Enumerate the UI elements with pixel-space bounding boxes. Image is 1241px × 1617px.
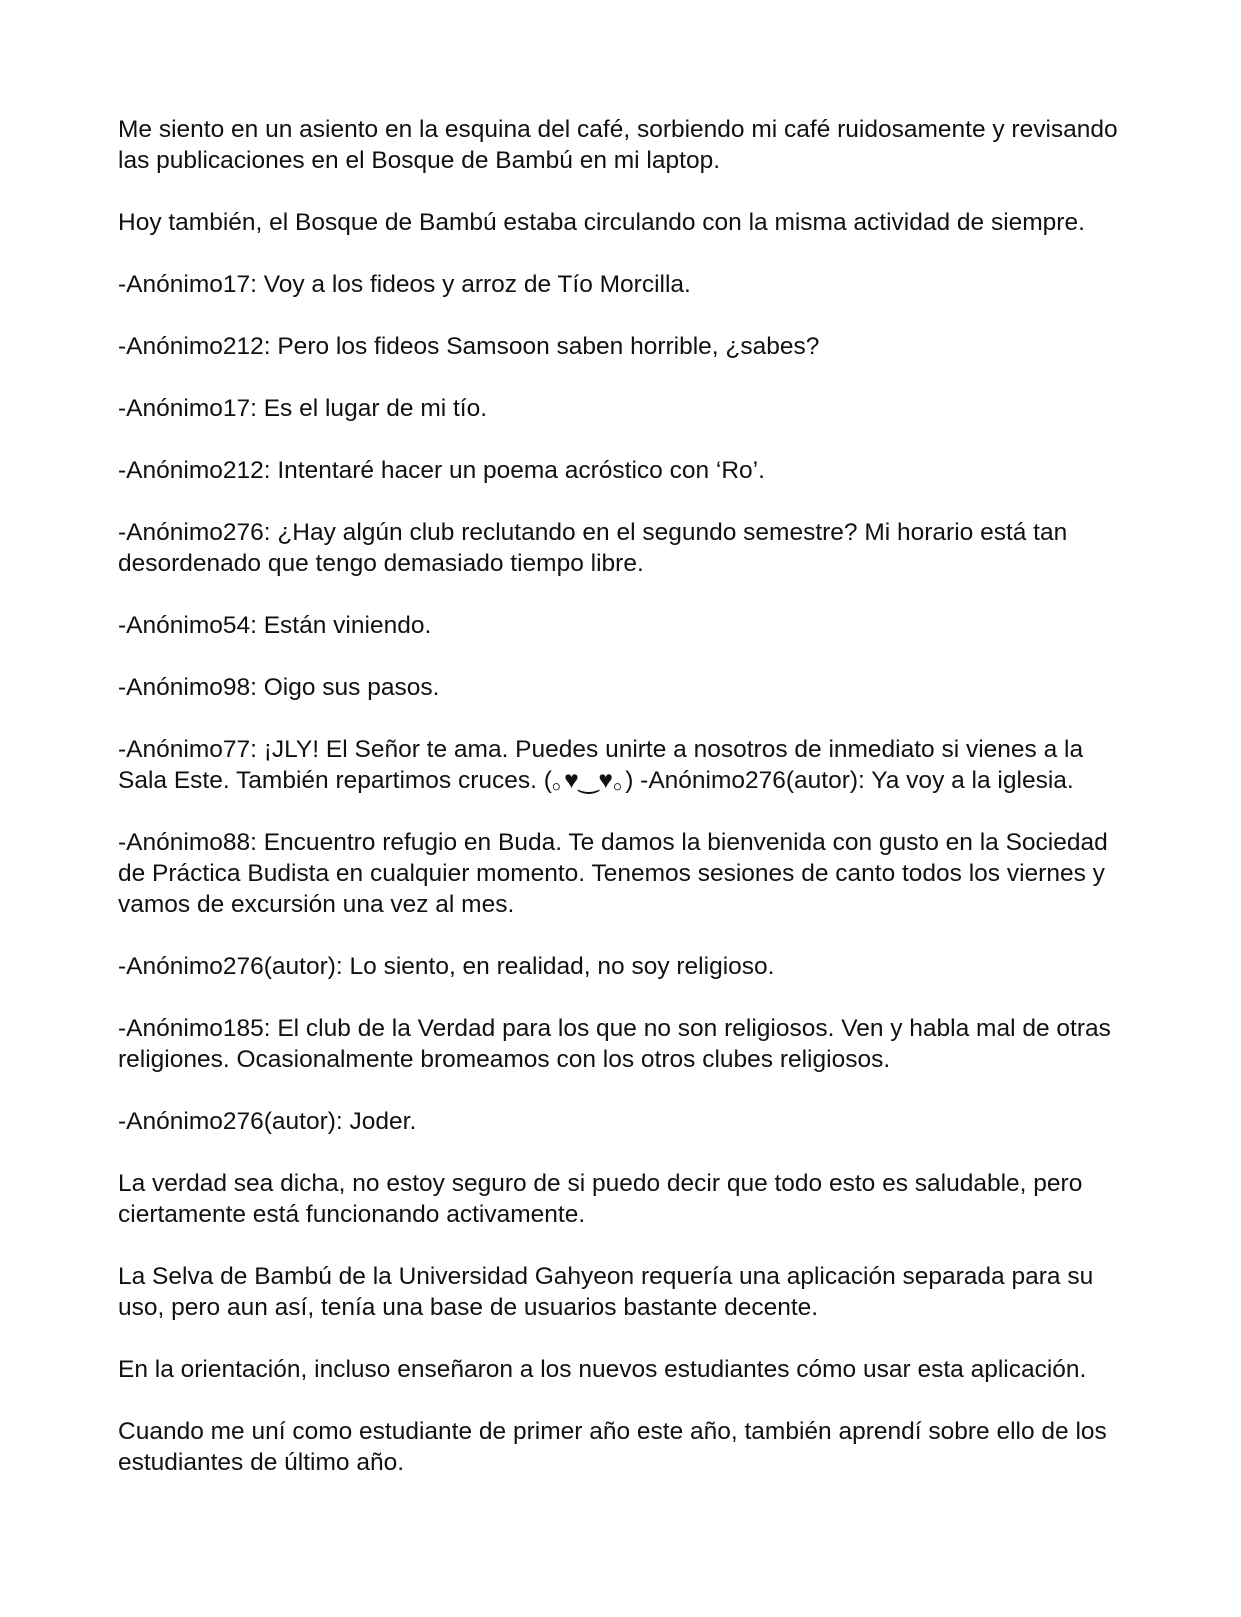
paragraph-orientacion: En la orientación, incluso enseñaron a los nuevos estudiantes cómo usar esta aplicación. — [118, 1356, 1087, 1383]
post-anonimo17-fideos: -Anónimo17: Voy a los fideos y arroz de Tío Morcilla. — [118, 271, 691, 298]
paragraph-intro: Me siento en un asiento en la esquina del café, sorbiendo mi café ruidosamente y revisando las publicaciones en el Bosque de Bambú en mi laptop. — [118, 116, 1118, 174]
post-anonimo276-no-religioso: -Anónimo276(autor): Lo siento, en realidad, no soy religioso. — [118, 953, 775, 980]
post-anonimo212-poema: -Anónimo212: Intentaré hacer un poema acróstico con ‘Ro’. — [118, 457, 765, 484]
paragraph-primer-ano: Cuando me uní como estudiante de primer año este año, también aprendí sobre ello de los estudiantes de último año. — [118, 1418, 1107, 1476]
paragraph-forest-activity: Hoy también, el Bosque de Bambú estaba circulando con la misma actividad de siempre. — [118, 209, 1085, 236]
post-anonimo276-joder: -Anónimo276(autor): Joder. — [118, 1108, 417, 1135]
post-anonimo77: -Anónimo77: ¡JLY! El Señor te ama. Puedes unirte a nosotros de inmediato si vienes a la Sala Este. También repartimos cruces. (｡♥‿♥｡) -Anónimo276(autor): Ya voy a la iglesia. — [118, 736, 1084, 794]
post-anonimo276-club: -Anónimo276: ¿Hay algún club reclutando en el segundo semestre? Mi horario está tan desordenado que tengo demasiado tiempo libre. — [118, 519, 1068, 577]
post-anonimo88: -Anónimo88: Encuentro refugio en Buda. Te damos la bienvenida con gusto en la Sociedad de Práctica Budista en cualquier momento. Tenemos sesiones de canto todos los viernes y vamos de excursión una vez al mes. — [118, 829, 1108, 918]
post-anonimo54: -Anónimo54: Están viniendo. — [118, 612, 432, 639]
paragraph-saludable: La verdad sea dicha, no estoy seguro de si puedo decir que todo esto es saludable, pero ciertamente está funcionando activamente. — [118, 1170, 1083, 1228]
post-anonimo185: -Anónimo185: El club de la Verdad para los que no son religiosos. Ven y habla mal de otras religiones. Ocasionalmente bromeamos con los otros clubes religiosos. — [118, 1015, 1111, 1073]
document-body — [118, 114, 1128, 1509]
post-anonimo98: -Anónimo98: Oigo sus pasos. — [118, 674, 440, 701]
paragraph-selva-bambu: La Selva de Bambú de la Universidad Gahyeon requería una aplicación separada para su uso, pero aun así, tenía una base de usuarios bastante decente. — [118, 1263, 1094, 1321]
post-anonimo17-tio: -Anónimo17: Es el lugar de mi tío. — [118, 395, 488, 422]
post-anonimo212-samsoon: -Anónimo212: Pero los fideos Samsoon saben horrible, ¿sabes? — [118, 333, 820, 360]
